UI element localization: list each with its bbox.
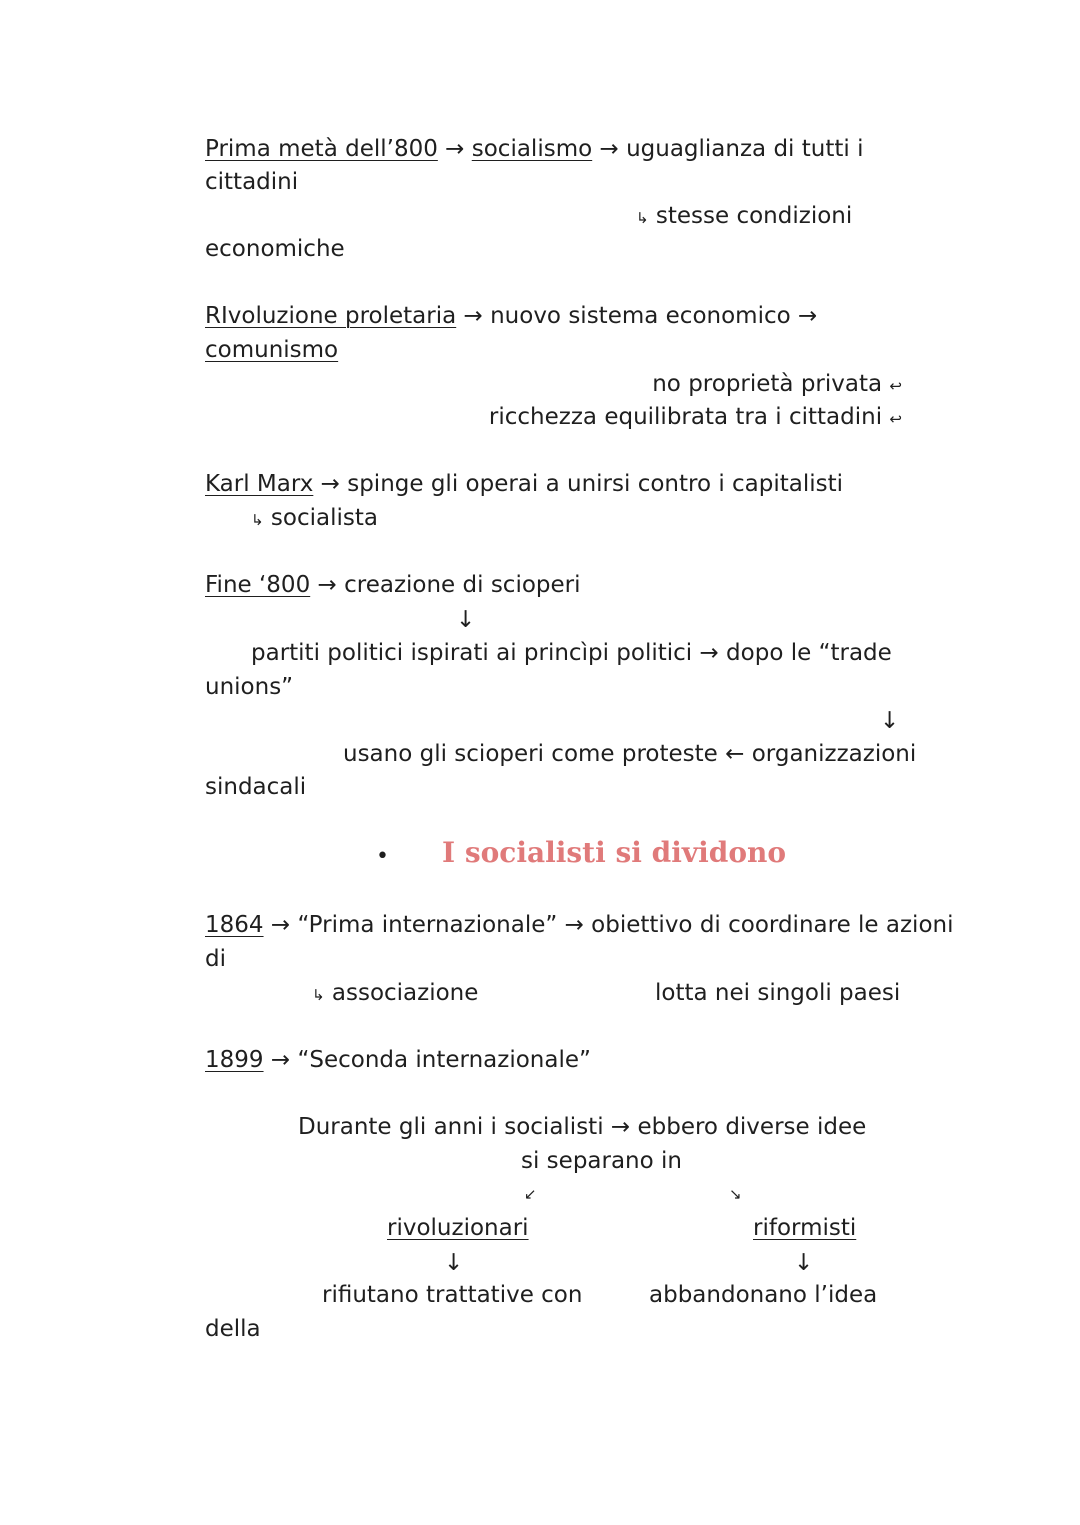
arrow-down-right-icon: ↘ xyxy=(729,1185,742,1203)
down-arrow-icon: ↓ xyxy=(880,708,900,734)
hook-arrow-icon: ↳ xyxy=(251,511,264,529)
socialism-line xyxy=(205,133,863,165)
item-text: no proprietà privata xyxy=(652,371,883,397)
line-1899 xyxy=(205,1044,591,1076)
communism-item-1 xyxy=(652,368,902,400)
split-line-2: si separano in xyxy=(521,1148,682,1174)
marx-branch xyxy=(251,502,378,534)
term-fine-800: Fine ‘800 xyxy=(205,572,311,598)
riformisti-text: abbandonano l’idea xyxy=(649,1282,878,1308)
term-rivoluzionari-line xyxy=(387,1212,529,1244)
socialism-definition: → uguaglianza di tutti i xyxy=(599,136,864,162)
hook-arrow-icon: ↳ xyxy=(312,986,325,1004)
item-text: ricchezza equilibrata tra i cittadini xyxy=(488,404,883,430)
marx-line xyxy=(205,468,843,500)
branch-1864 xyxy=(312,977,478,1009)
down-arrow-icon: ↓ xyxy=(444,1250,464,1276)
line-1864 xyxy=(205,909,953,941)
term-1899: 1899 xyxy=(205,1047,264,1073)
arrow: → xyxy=(445,136,465,162)
term-riformisti: riformisti xyxy=(753,1215,857,1241)
term-rivoluzione: RIvoluzione proletaria xyxy=(205,303,457,329)
branch-text: associazione xyxy=(331,980,479,1006)
term-rivoluzionari: rivoluzionari xyxy=(387,1215,529,1241)
socialism-branch-cont: economiche xyxy=(205,236,345,262)
parties-line-cont: unions” xyxy=(205,674,294,700)
branch-text: stesse condizioni xyxy=(655,203,853,229)
split-line: Durante gli anni i socialisti → ebbero diverse idee xyxy=(298,1114,867,1140)
bullet-icon: • xyxy=(376,844,389,869)
term-comunismo-line xyxy=(205,334,338,366)
socialism-line-cont: cittadini xyxy=(205,169,299,195)
fine-800-line xyxy=(205,569,581,601)
branch-text: socialista xyxy=(270,505,378,531)
revolution-line xyxy=(205,300,817,332)
return-arrow-icon: ↩ xyxy=(889,410,902,428)
section-heading: I socialisti si dividono xyxy=(442,836,787,869)
term-comunismo: comunismo xyxy=(205,337,339,363)
arrow-down-left-icon: ↙ xyxy=(524,1185,537,1203)
definition-1864: → “Prima internazionale” → obiettivo di coordinare le azioni xyxy=(270,912,954,938)
strikes-line: usano gli scioperi come proteste ← organizzazioni xyxy=(343,741,917,767)
communism-item-2 xyxy=(489,401,902,433)
down-arrow-icon: ↓ xyxy=(794,1250,814,1276)
line-1864-cont: di xyxy=(205,946,226,972)
term-riformisti-line xyxy=(753,1212,856,1244)
strikes-line-cont: sindacali xyxy=(205,774,307,800)
hook-arrow-icon: ↳ xyxy=(636,209,649,227)
term-prima-meta: Prima metà dell’800 xyxy=(205,136,438,162)
line-1864-cont-right: lotta nei singoli paesi xyxy=(655,980,901,1006)
parties-line: partiti politici ispirati ai princìpi politici → dopo le “trade xyxy=(251,640,892,666)
last-line: della xyxy=(205,1316,261,1342)
down-arrow-icon: ↓ xyxy=(456,607,476,633)
socialism-branch xyxy=(636,200,852,232)
term-1864: 1864 xyxy=(205,912,264,938)
term-socialismo: socialismo xyxy=(471,136,593,162)
return-arrow-icon: ↩ xyxy=(889,377,902,395)
marx-definition: → spinge gli operai a unirsi contro i capitalisti xyxy=(320,471,844,497)
term-karl-marx: Karl Marx xyxy=(205,471,314,497)
definition-1899: → “Seconda internazionale” xyxy=(270,1047,591,1073)
revolution-definition: → nuovo sistema economico → xyxy=(463,303,818,329)
rivoluzionari-text: rifiutano trattative con xyxy=(322,1282,583,1308)
fine-800-definition: → creazione di scioperi xyxy=(317,572,581,598)
